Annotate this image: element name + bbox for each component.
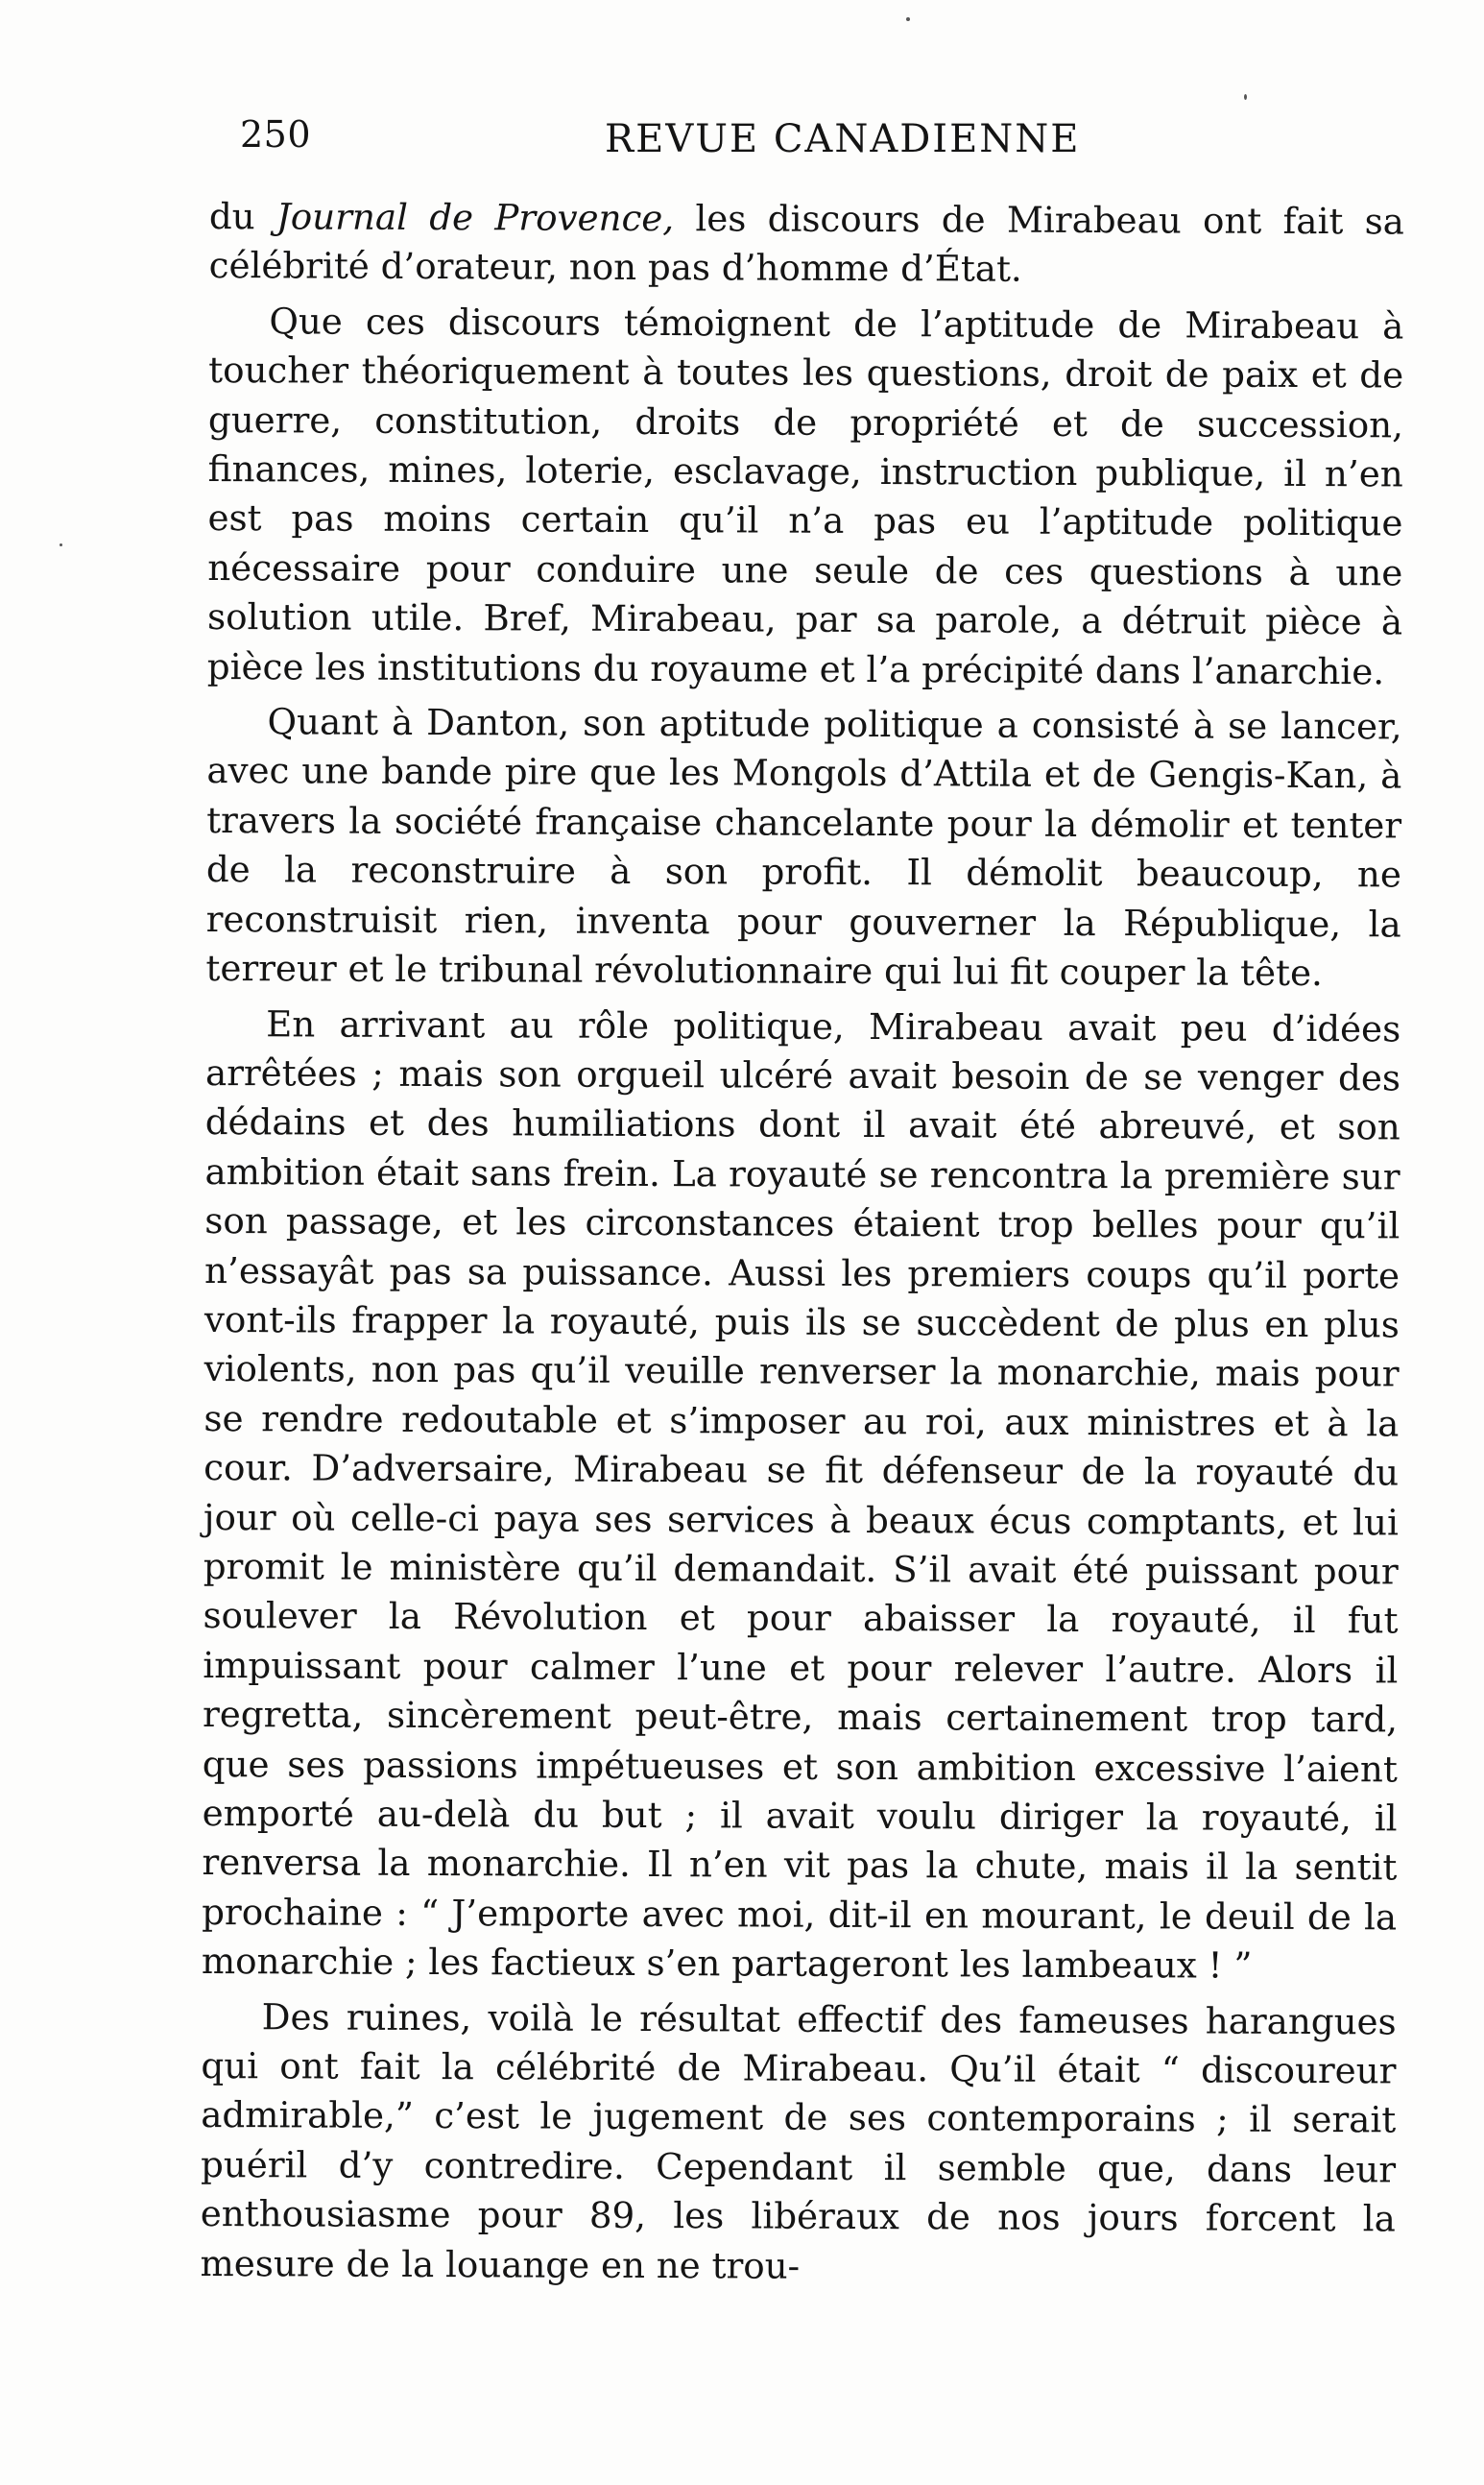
scan-speck xyxy=(1244,94,1247,100)
page-number: 250 xyxy=(240,113,312,156)
paragraph-1-lead: du xyxy=(208,194,277,238)
scan-speck xyxy=(906,17,910,21)
paragraph-5: Des ruines, voilà le résultat effectif des fameuses harangues qui ont fait la célébrité de Mirabeau. Qu’il était “ discoureur admirable,” c’est le jugement de ses contemporains ; il serait puéril d’y contredire. Cependant il semble que, dans leur enthousiasme pour 89, les libéraux de nos jours forcent la mesure de la louange en ne trou- xyxy=(200,1994,1397,2287)
paragraph-1-text: les discours de Mirabeau ont fait sa célébrité d’orateur, non pas d’homme d’État. xyxy=(208,197,1404,291)
paragraph-4: En arrivant au rôle politique, Mirabeau avait peu d’idées arrêtées ; mais son orgueil ulcéré avait besoin de se venger des dédains et des humiliations dont il avait été abreuvé, et son ambition était sans frein. La royauté se rencontra la première sur son passage, et les circonstances étaient trop belles pour qu’il n’essayât pas sa puissance. Aussi les premiers coups qu’il porte vont-ils frapper la royauté, puis ils se succèdent de plus en plus violents, non pas qu’il veuille renverser la monarchie, mais pour se rendre redoutable et s’imposer au roi, aux ministres et à la cour. D’adversaire, Mirabeau se fit défenseur de la royauté du jour où celle-ci paya ses services à beaux écus comptants, et lui promit le ministère qu’il demandait. S’il avait été puissant pour soulever la Révolution et pour abaisser la royauté, il fut impuissant pour calmer l’une et pour relever l’autre. Alors il regretta, sincèrement peut-être, mais certainement trop tard, que ses passions impétueuses et son ambition excessive l’aient emporté au-delà du but ; il avait voulu diriger la royauté, il renversa la monarchie. Il n’en vit pas la chute, mais il la sentit prochaine : “ J’emporte avec moi, dit-il en mourant, le deuil de la monarchie ; les factieux s’en partageront les lambeaux ! ” xyxy=(201,1001,1401,1987)
paragraph-3: Quant à Danton, son aptitude politique a consisté à se lancer, avec une bande pire que les Mongols d’Attila et de Gengis-Kan, à travers la société française chancelante pour la démolir et tenter de la reconstruire à son profit. Il démolit beaucoup, ne reconstruisit rien, inventa pour gouverner la République, la terreur et le tribunal révolutionnaire qui lui fit couper la tête. xyxy=(205,700,1402,995)
scan-speck xyxy=(60,543,62,546)
body-text xyxy=(200,192,1404,2293)
running-title: REVUE CANADIENNE xyxy=(605,117,1081,161)
paragraph-2: Que ces discours témoignent de l’aptitude de Mirabeau à toucher théoriquement à toutes les questions, droit de paix et de guerre, constitution, droits de propriété et de succession, finances, mines, loterie, esclavage, instruction publique, il n’en est pas moins certain qu’il n’a pas eu l’aptitude politique nécessaire pour conduire une seule de ces questions à une solution utile. Bref, Mirabeau, par sa parole, a détruit pièce à pièce les institutions du royaume et l’a précipité dans l’anarchie. xyxy=(206,300,1404,693)
paragraph-1 xyxy=(209,192,1404,296)
journal-title: Journal de Provence, xyxy=(275,195,675,240)
page-header xyxy=(221,113,1392,181)
